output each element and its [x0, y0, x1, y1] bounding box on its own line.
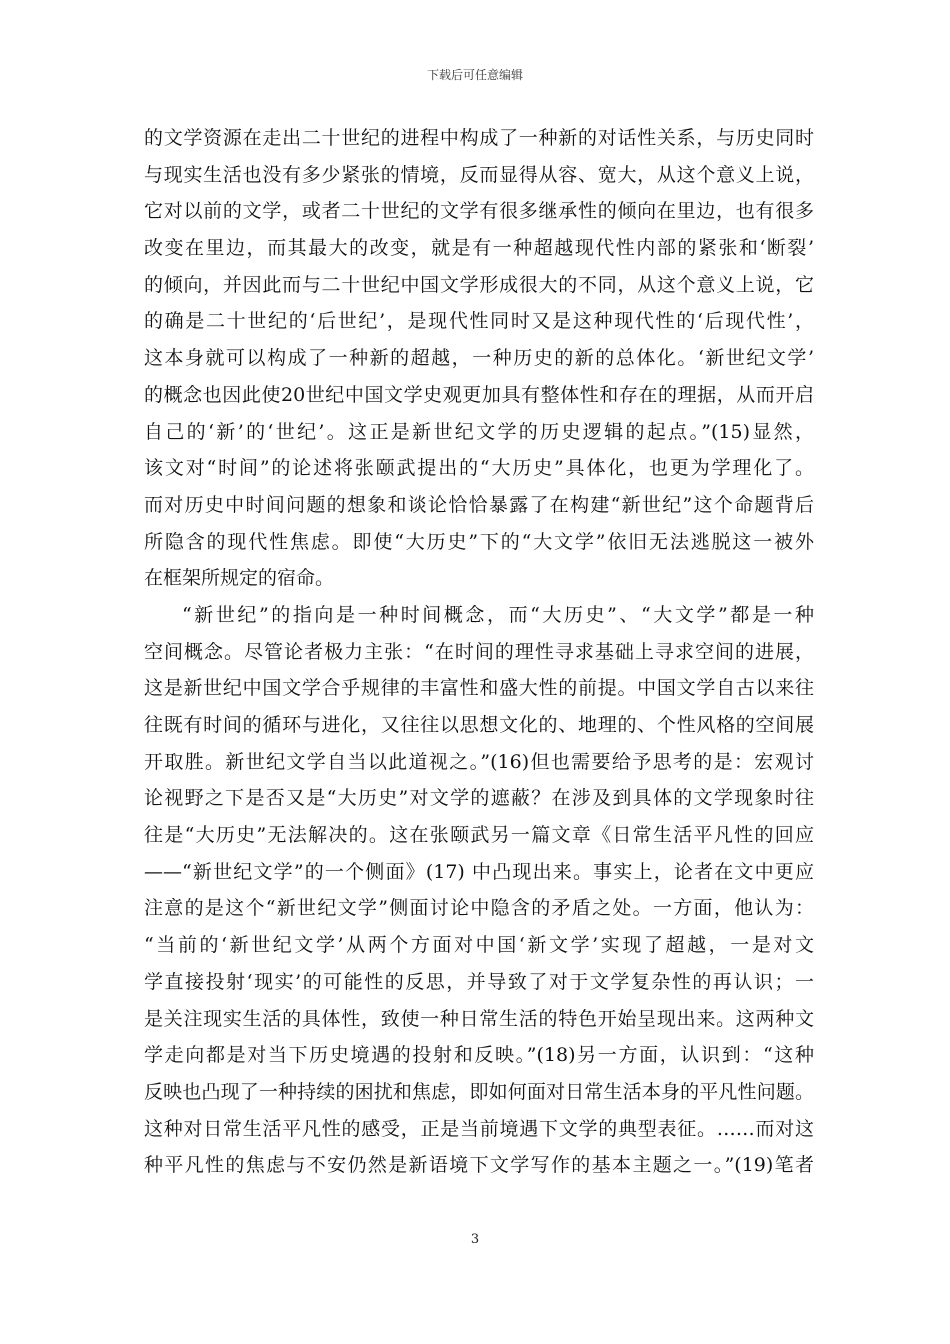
text-line: 空间概念。尽管论者极力主张：“在时间的理性寻求基础上寻求空间的进展， — [144, 640, 814, 663]
page-number: 3 — [470, 1232, 480, 1247]
page-header: 下载后可任意编辑 — [426, 68, 523, 82]
text-line: 注意的是这个“新世纪文学”侧面讨论中隐含的矛盾之处。一方面，他认为： — [144, 897, 814, 920]
text-line: 种平凡性的焦虑与不安仍然是新语境下文学写作的基本主题之一。”(19)笔者 — [144, 1154, 814, 1177]
text-line: 论视野之下是否又是“大历史”对文学的遮蔽？在涉及到具体的文学现象时往 — [144, 787, 814, 810]
text-line: 该文对“时间”的论述将张颐武提出的“大历史”具体化，也更为学理化了。 — [144, 457, 814, 480]
text-line: 改变在里边，而其最大的改变，就是有一种超越现代性内部的紧张和‘断裂’ — [144, 237, 814, 260]
text-line: 往是“大历史”无法解决的。这在张颐武另一篇文章《日常生活平凡性的回应 — [144, 824, 814, 847]
text-line: 自己的‘新’的‘世纪’。这正是新世纪文学的历史逻辑的起点。”(15)显然， — [144, 420, 814, 443]
text-line: 学直接投射‘现实’的可能性的反思，并导致了对于文学复杂性的再认识；一 — [144, 970, 814, 993]
text-line: 在框架所规定的宿命。 — [144, 567, 335, 590]
text-line: 这是新世纪中国文学合乎规律的丰富性和盛大性的前提。中国文学自古以来往 — [144, 677, 814, 700]
text-line: 这种对日常生活平凡性的感受，正是当前境遇下文学的典型表征。……而对这 — [144, 1117, 814, 1140]
text-line: 学走向都是对当下历史境遇的投射和反映。”(18)另一方面，认识到：“这种 — [144, 1044, 814, 1067]
text-line: 与现实生活也没有多少紧张的情境，反而显得从容、宽大，从这个意义上说， — [144, 163, 814, 186]
text-line: 它对以前的文学，或者二十世纪的文学有很多继承性的倾向在里边，也有很多 — [144, 200, 814, 223]
text-line: 开取胜。新世纪文学自当以此道视之。”(16)但也需要给予思考的是：宏观讨 — [144, 750, 814, 773]
text-line: 反映也凸现了一种持续的困扰和焦虑，即如何面对日常生活本身的平凡性问题。 — [144, 1080, 814, 1103]
body-text — [144, 120, 814, 1184]
text-line: ——“新世纪文学”的一个侧面》(17) 中凸现出来。事实上，论者在文中更应 — [144, 860, 814, 883]
text-line: 是关注现实生活的具体性，致使一种日常生活的特色开始呈现出来。这两种文 — [144, 1007, 814, 1030]
text-line: 往既有时间的循环与进化，又往往以思想文化的、地理的、个性风格的空间展 — [144, 714, 814, 736]
text-line: 这本身就可以构成了一种新的超越，一种历史的新的总体化。‘新世纪文学’ — [144, 347, 814, 370]
text-line: 所隐含的现代性焦虑。即使“大历史”下的“大文学”依旧无法逃脱这一被外 — [144, 530, 814, 553]
text-line: 而对历史中时间问题的想象和谈论恰恰暴露了在构建“新世纪”这个命题背后 — [144, 493, 814, 516]
text-line: 的倾向，并因此而与二十世纪中国文学形成很大的不同，从这个意义上说，它 — [144, 273, 814, 296]
text-line: “新世纪”的指向是一种时间概念，而“大历史”、“大文学”都是一种 — [182, 603, 814, 626]
text-line: “当前的‘新世纪文学’从两个方面对中国‘新文学’实现了超越，一是对文 — [144, 934, 814, 957]
text-line: 的确是二十世纪的‘后世纪’，是现代性同时又是这种现代性的‘后现代性’， — [144, 310, 814, 333]
text-line: 的文学资源在走出二十世纪的进程中构成了一种新的对话性关系，与历史同时 — [144, 127, 814, 149]
text-line: 的概念也因此使20世纪中国文学史观更加具有整体性和存在的理据，从而开启 — [144, 383, 814, 406]
